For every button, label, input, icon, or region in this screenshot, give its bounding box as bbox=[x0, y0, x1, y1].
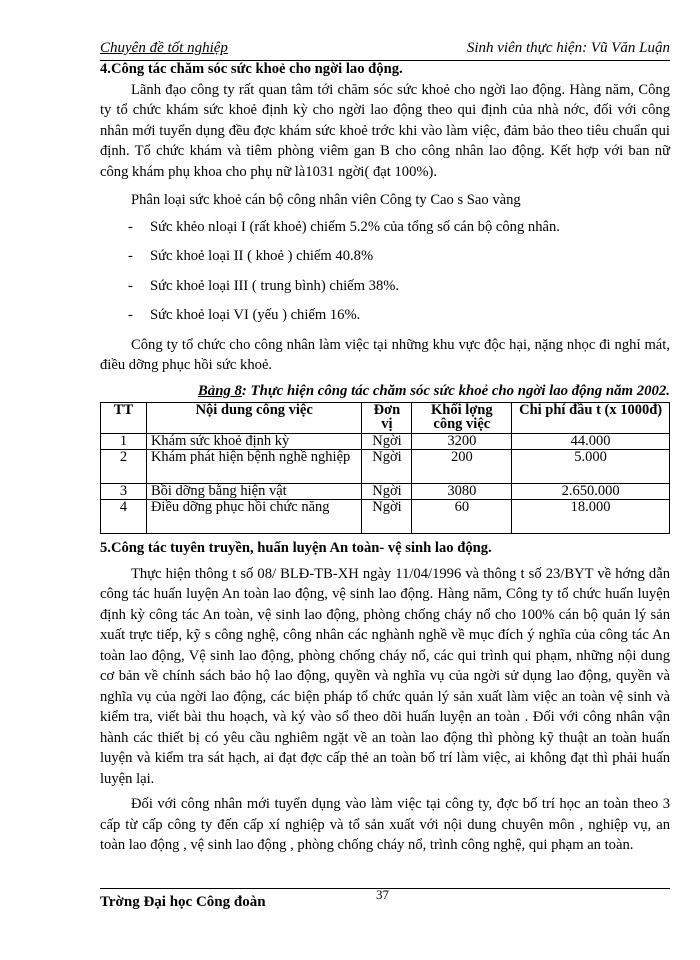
header-author: Sinh viên thực hiện: Vũ Văn Luận bbox=[466, 40, 670, 56]
col-header-cost: Chi phí đầu t (x 1000đ) bbox=[512, 403, 670, 434]
table-row bbox=[101, 484, 670, 500]
cell-unit: Ngời bbox=[362, 500, 412, 534]
col-header-unit: Đơn vị bbox=[362, 403, 412, 434]
col-header-tt: TT bbox=[101, 403, 147, 434]
table-caption-text: : Thực hiện công tác chăm sóc sức khoẻ cho ngời lao động năm 2002. bbox=[241, 382, 670, 399]
list-item bbox=[100, 276, 670, 297]
cell-tt: 1 bbox=[101, 434, 147, 450]
bullet-dash: - bbox=[128, 307, 133, 323]
cell-cost: 5.000 bbox=[512, 450, 670, 484]
cell-content: Khám phát hiện bệnh nghề nghiệp bbox=[146, 450, 362, 484]
cell-cost: 18.000 bbox=[512, 500, 670, 534]
cell-tt: 2 bbox=[101, 450, 147, 484]
table-row bbox=[101, 500, 670, 534]
bullet-dash: - bbox=[128, 277, 133, 294]
footer-school: Trờng Đại học Công đoàn bbox=[100, 894, 266, 910]
section-4-paragraph-2: Công ty tổ chức cho công nhân làm việc tại những khu vực độc hại, nặng nhọc đi nghỉ mát, điều dỡng phục hồi sức khoẻ. bbox=[100, 336, 670, 373]
cell-volume: 60 bbox=[412, 500, 512, 534]
header-topic: Chuyên đề tốt nghiệp bbox=[100, 40, 228, 56]
list-item bbox=[100, 305, 670, 326]
table-row bbox=[101, 434, 670, 450]
section-4-paragraph-1: Lãnh đạo công ty rất quan tâm tới chăm sóc sức khoẻ cho ngời lao động. Hàng năm, Công ty tổ chức khám sức khoẻ định kỳ cho ngời lao động theo qui định của nhà nớc, đối với công nhân mới tuyển dụng đều đợc khám sức khoẻ trớc khi vào làm việc, đảm bảo theo tiêu chuẩn qui định. Tổ chức khám và tiêm phòng viêm gan B cho công nhân lao động. Kết hợp với ban nữ công khám phụ khoa cho phụ nữ là1031 ngời( đạt 100%). bbox=[100, 81, 670, 180]
cell-cost: 44.000 bbox=[512, 434, 670, 450]
list-item-text: Sức khoẻ loại III ( trung bình) chiếm 38%. bbox=[150, 277, 400, 294]
cell-content: Khám sức khoẻ định kỳ bbox=[146, 434, 362, 450]
cell-volume: 3200 bbox=[412, 434, 512, 450]
main-content bbox=[100, 59, 670, 856]
health-classification-lead: Phân loại sức khoẻ cán bộ công nhân viên Công ty Cao s Sao vàng bbox=[131, 192, 521, 208]
page-footer bbox=[100, 888, 670, 929]
list-item bbox=[100, 217, 670, 238]
cell-unit: Ngời bbox=[362, 484, 412, 500]
page-number: 37 bbox=[376, 887, 389, 902]
health-care-table bbox=[100, 402, 670, 534]
list-item-text: Sức khoẻ loại VI (yếu ) chiếm 16%. bbox=[150, 307, 361, 323]
cell-unit: Ngời bbox=[362, 434, 412, 450]
page-header bbox=[100, 38, 670, 61]
table-header-row bbox=[101, 403, 670, 434]
cell-tt: 4 bbox=[101, 500, 147, 534]
cell-unit: Ngời bbox=[362, 450, 412, 484]
table-row bbox=[101, 450, 670, 484]
table-caption-label: Bảng 8 bbox=[197, 382, 242, 399]
section-5-paragraph-2: Đối với công nhân mới tuyển dụng vào làm việc tại công ty, đợc bố trí học an toàn theo 3 cấp từ cấp công ty đến cấp xí nghiệp và tổ sản xuất với nội dung chuyên môn , nghiệp vụ, an toàn lao động , vệ sinh lao động , phòng chống cháy nổ, trình công nghệ, qui phạm an toàn. bbox=[100, 796, 670, 853]
col-header-volume: Khối lợng công việc bbox=[412, 403, 512, 434]
list-item-text: Sức khoẻ loại II ( khoẻ ) chiếm 40.8% bbox=[150, 248, 374, 264]
col-header-content: Nội dung công việc bbox=[146, 403, 362, 434]
cell-content: Bồi dỡng bằng hiện vật bbox=[146, 484, 362, 500]
cell-content: Điều dỡng phục hồi chức năng bbox=[146, 500, 362, 534]
bullet-dash: - bbox=[128, 248, 133, 264]
table-caption bbox=[100, 381, 670, 402]
section-4-heading: 4.Công tác chăm sóc sức khoẻ cho ngời lao động. bbox=[100, 61, 403, 77]
cell-volume: 200 bbox=[412, 450, 512, 484]
section-5-paragraph-1: Thực hiện thông t số 08/ BLĐ-TB-XH ngày 11/04/1996 và thông t số 23/BYT về hớng dẫn công tác huấn luyện An toàn lao động, vệ sinh lao động. Hàng năm, Công ty tổ chức huấn luyện định kỳ công tác An toàn, vệ sinh lao động, phòng chống cháy nổ cho 100% cán bộ quản lý sản xuất trực tiếp, kỹ s công nghệ, công nhân các nghành nghề về mục đích ý nghĩa của công tác An toàn lao động, Vệ sinh lao động, phòng chống cháy nổ, các qui trình qui phạm, những nội dung cơ bản về chính sách bảo hộ lao động, quyền và nghĩa vụ của ngời sử dụng lao động, quyền và nghĩa vụ của ngời lao động, các biện pháp tổ chức quản lý sản xuất làm việc an toàn vệ sinh và kiểm tra, viết bài thu hoạch, và ký vào sổ theo dõi huấn luyện an toàn . Đối với công nhân vận hành các thiết bị có yêu cầu nghiêm ngặt về an toàn lao động thì phòng kỹ thuật an toàn huấn luyện và kiểm tra sát hạch, ai đạt đợc cấp thẻ an toàn bố trí làm việc, ai không đạt thì phải huấn luyện lại. bbox=[100, 565, 670, 787]
list-item-text: Sức khẻo nloại I (rất khoẻ) chiếm 5.2% của tổng số cán bộ công nhân. bbox=[150, 218, 560, 235]
section-5-heading: 5.Công tác tuyên truyền, huấn luyện An toàn- vệ sinh lao động. bbox=[100, 540, 492, 556]
list-item bbox=[100, 246, 670, 267]
bullet-dash: - bbox=[128, 218, 133, 235]
cell-cost: 2.650.000 bbox=[512, 484, 670, 500]
health-classification-list bbox=[100, 217, 670, 326]
cell-volume: 3080 bbox=[412, 484, 512, 500]
cell-tt: 3 bbox=[101, 484, 147, 500]
